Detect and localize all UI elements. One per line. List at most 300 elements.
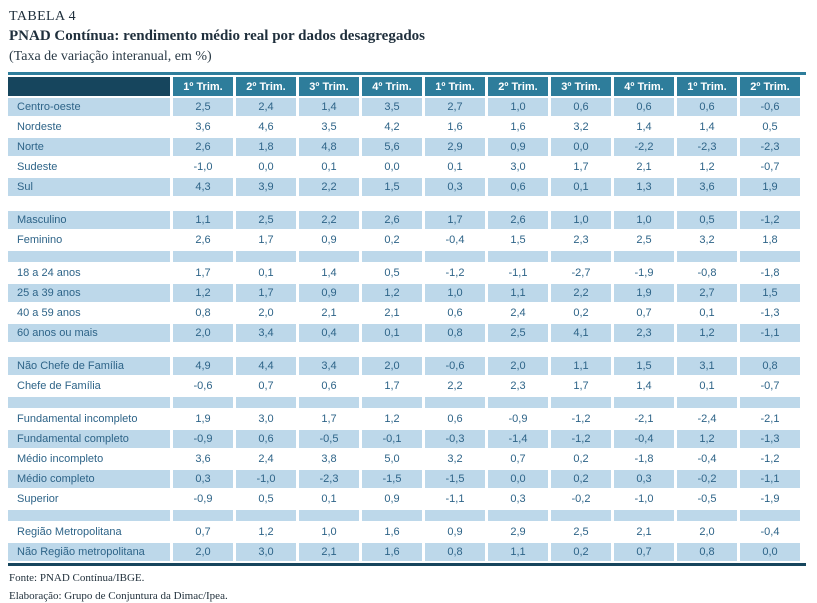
value-cell: 1,6 bbox=[488, 118, 548, 136]
value-cell: 2,3 bbox=[614, 324, 674, 342]
value-cell: 1,4 bbox=[299, 98, 359, 116]
value-cell: 0,3 bbox=[488, 490, 548, 508]
value-cell: 0,1 bbox=[677, 304, 737, 322]
row-label: Sudeste bbox=[8, 158, 170, 176]
spacer-cell bbox=[488, 397, 548, 408]
column-header: 2º Trim. bbox=[236, 77, 296, 96]
value-cell: 0,8 bbox=[677, 543, 737, 561]
value-cell: 2,6 bbox=[173, 138, 233, 156]
spacer-cell bbox=[8, 510, 170, 521]
column-header: 2º Trim. bbox=[740, 77, 800, 96]
value-cell: 3,0 bbox=[488, 158, 548, 176]
value-cell: 1,9 bbox=[740, 178, 800, 196]
value-cell: 2,5 bbox=[173, 98, 233, 116]
value-cell: -0,7 bbox=[740, 377, 800, 395]
footer-source: Fonte: PNAD Contínua/IBGE. bbox=[9, 572, 145, 584]
spacer-cell bbox=[740, 198, 800, 209]
value-cell: 1,4 bbox=[614, 118, 674, 136]
value-cell: 1,9 bbox=[614, 284, 674, 302]
column-header: 1º Trim. bbox=[425, 77, 485, 96]
table-row bbox=[8, 543, 800, 561]
table-title: PNAD Contínua: rendimento médio real por dados desagregados bbox=[9, 28, 426, 44]
spacer-cell bbox=[362, 397, 422, 408]
group-spacer-row bbox=[8, 397, 800, 408]
table-row bbox=[8, 211, 800, 229]
value-cell: -0,9 bbox=[173, 490, 233, 508]
value-cell: 0,7 bbox=[614, 543, 674, 561]
row-label: Nordeste bbox=[8, 118, 170, 136]
value-cell: 2,0 bbox=[488, 357, 548, 375]
spacer-cell bbox=[425, 510, 485, 521]
value-cell: 0,6 bbox=[236, 430, 296, 448]
column-header: 4º Trim. bbox=[362, 77, 422, 96]
value-cell: 2,2 bbox=[299, 178, 359, 196]
value-cell: 1,6 bbox=[362, 523, 422, 541]
value-cell: 0,3 bbox=[614, 470, 674, 488]
column-header: 3º Trim. bbox=[551, 77, 611, 96]
spacer-cell bbox=[299, 251, 359, 262]
value-cell: 2,4 bbox=[488, 304, 548, 322]
value-cell: 0,0 bbox=[740, 543, 800, 561]
value-cell: 1,9 bbox=[173, 410, 233, 428]
spacer-cell bbox=[173, 198, 233, 209]
value-cell: 1,7 bbox=[425, 211, 485, 229]
value-cell: 0,8 bbox=[740, 357, 800, 375]
value-cell: -0,2 bbox=[677, 470, 737, 488]
spacer-cell bbox=[740, 344, 800, 355]
value-cell: 2,7 bbox=[677, 284, 737, 302]
table-note: (Taxa de variação interanual, em %) bbox=[9, 49, 212, 64]
spacer-cell bbox=[614, 510, 674, 521]
table-row bbox=[8, 304, 800, 322]
spacer-cell bbox=[236, 251, 296, 262]
value-cell: 1,0 bbox=[488, 98, 548, 116]
row-label: Masculino bbox=[8, 211, 170, 229]
value-cell: 3,2 bbox=[551, 118, 611, 136]
spacer-cell bbox=[614, 251, 674, 262]
spacer-cell bbox=[677, 397, 737, 408]
value-cell: -0,9 bbox=[173, 430, 233, 448]
value-cell: 5,0 bbox=[362, 450, 422, 468]
value-cell: 2,1 bbox=[299, 543, 359, 561]
value-cell: -0,4 bbox=[677, 450, 737, 468]
spacer-cell bbox=[173, 344, 233, 355]
value-cell: -0,6 bbox=[425, 357, 485, 375]
value-cell: 0,7 bbox=[173, 523, 233, 541]
value-cell: 2,2 bbox=[551, 284, 611, 302]
value-cell: 1,3 bbox=[614, 178, 674, 196]
column-header: 2º Trim. bbox=[488, 77, 548, 96]
row-label: Médio incompleto bbox=[8, 450, 170, 468]
value-cell: -0,2 bbox=[551, 490, 611, 508]
row-label: Sul bbox=[8, 178, 170, 196]
value-cell: 2,4 bbox=[236, 98, 296, 116]
value-cell: 1,8 bbox=[236, 138, 296, 156]
spacer-cell bbox=[677, 198, 737, 209]
spacer-cell bbox=[614, 198, 674, 209]
value-cell: 2,3 bbox=[488, 377, 548, 395]
spacer-cell bbox=[8, 251, 170, 262]
value-cell: -1,2 bbox=[551, 430, 611, 448]
spacer-cell bbox=[488, 510, 548, 521]
value-cell: 1,2 bbox=[362, 410, 422, 428]
value-cell: 0,2 bbox=[551, 450, 611, 468]
value-cell: -1,2 bbox=[740, 211, 800, 229]
row-label: Centro-oeste bbox=[8, 98, 170, 116]
value-cell: -0,5 bbox=[677, 490, 737, 508]
value-cell: 0,2 bbox=[551, 470, 611, 488]
value-cell: 1,6 bbox=[425, 118, 485, 136]
table-row bbox=[8, 410, 800, 428]
spacer-cell bbox=[551, 510, 611, 521]
value-cell: 1,4 bbox=[299, 264, 359, 282]
table-row bbox=[8, 523, 800, 541]
spacer-cell bbox=[236, 397, 296, 408]
table-row bbox=[8, 490, 800, 508]
value-cell: 4,2 bbox=[362, 118, 422, 136]
spacer-cell bbox=[299, 344, 359, 355]
value-cell: 2,1 bbox=[299, 304, 359, 322]
corner-cell bbox=[8, 77, 170, 96]
value-cell: 2,4 bbox=[236, 450, 296, 468]
spacer-cell bbox=[551, 251, 611, 262]
value-cell: 1,0 bbox=[614, 211, 674, 229]
value-cell: 0,0 bbox=[362, 158, 422, 176]
spacer-cell bbox=[362, 510, 422, 521]
value-cell: 4,1 bbox=[551, 324, 611, 342]
value-cell: 2,0 bbox=[677, 523, 737, 541]
value-cell: 0,1 bbox=[236, 264, 296, 282]
value-cell: 0,1 bbox=[677, 377, 737, 395]
value-cell: 2,3 bbox=[551, 231, 611, 249]
value-cell: 3,9 bbox=[236, 178, 296, 196]
group-spacer-row bbox=[8, 198, 800, 209]
value-cell: 0,0 bbox=[488, 470, 548, 488]
table-row bbox=[8, 158, 800, 176]
value-cell: 5,6 bbox=[362, 138, 422, 156]
row-label: Fundamental completo bbox=[8, 430, 170, 448]
value-cell: 0,6 bbox=[614, 98, 674, 116]
value-cell: 1,5 bbox=[740, 284, 800, 302]
row-label: Não Região metropolitana bbox=[8, 543, 170, 561]
value-cell: -1,1 bbox=[488, 264, 548, 282]
value-cell: -1,0 bbox=[236, 470, 296, 488]
column-header-row bbox=[8, 77, 800, 96]
spacer-cell bbox=[740, 510, 800, 521]
table-row bbox=[8, 377, 800, 395]
spacer-cell bbox=[173, 251, 233, 262]
value-cell: 2,1 bbox=[614, 158, 674, 176]
spacer-cell bbox=[488, 251, 548, 262]
value-cell: 3,6 bbox=[677, 178, 737, 196]
spacer-cell bbox=[614, 397, 674, 408]
spacer-cell bbox=[425, 251, 485, 262]
value-cell: -2,3 bbox=[299, 470, 359, 488]
value-cell: -0,8 bbox=[677, 264, 737, 282]
spacer-cell bbox=[614, 344, 674, 355]
value-cell: 2,5 bbox=[488, 324, 548, 342]
value-cell: 1,1 bbox=[173, 211, 233, 229]
value-cell: 1,4 bbox=[614, 377, 674, 395]
value-cell: -1,8 bbox=[740, 264, 800, 282]
value-cell: -0,4 bbox=[740, 523, 800, 541]
value-cell: 0,9 bbox=[488, 138, 548, 156]
value-cell: -1,4 bbox=[488, 430, 548, 448]
value-cell: -0,4 bbox=[614, 430, 674, 448]
value-cell: -1,0 bbox=[614, 490, 674, 508]
value-cell: 2,2 bbox=[425, 377, 485, 395]
spacer-cell bbox=[299, 397, 359, 408]
spacer-cell bbox=[362, 344, 422, 355]
value-cell: 4,3 bbox=[173, 178, 233, 196]
spacer-cell bbox=[299, 198, 359, 209]
value-cell: 2,0 bbox=[236, 304, 296, 322]
value-cell: 0,9 bbox=[425, 523, 485, 541]
value-cell: 1,5 bbox=[614, 357, 674, 375]
value-cell: 0,8 bbox=[173, 304, 233, 322]
value-cell: -1,2 bbox=[740, 450, 800, 468]
row-label: 40 a 59 anos bbox=[8, 304, 170, 322]
value-cell: 2,7 bbox=[425, 98, 485, 116]
row-label: 60 anos ou mais bbox=[8, 324, 170, 342]
value-cell: 3,6 bbox=[173, 118, 233, 136]
value-cell: 4,8 bbox=[299, 138, 359, 156]
value-cell: 3,4 bbox=[299, 357, 359, 375]
value-cell: 1,7 bbox=[551, 377, 611, 395]
value-cell: 0,8 bbox=[425, 324, 485, 342]
value-cell: 1,7 bbox=[362, 377, 422, 395]
value-cell: -2,1 bbox=[740, 410, 800, 428]
value-cell: 3,8 bbox=[299, 450, 359, 468]
value-cell: 2,0 bbox=[173, 543, 233, 561]
value-cell: 1,7 bbox=[236, 284, 296, 302]
row-label: Não Chefe de Família bbox=[8, 357, 170, 375]
table-row bbox=[8, 231, 800, 249]
value-cell: -0,9 bbox=[488, 410, 548, 428]
spacer-cell bbox=[8, 198, 170, 209]
row-label: Chefe de Família bbox=[8, 377, 170, 395]
spacer-cell bbox=[488, 344, 548, 355]
value-cell: -2,7 bbox=[551, 264, 611, 282]
value-cell: 3,5 bbox=[362, 98, 422, 116]
value-cell: 0,0 bbox=[551, 138, 611, 156]
value-cell: -1,8 bbox=[614, 450, 674, 468]
value-cell: 4,9 bbox=[173, 357, 233, 375]
table-row bbox=[8, 178, 800, 196]
value-cell: 2,0 bbox=[173, 324, 233, 342]
row-label: Superior bbox=[8, 490, 170, 508]
value-cell: 0,5 bbox=[236, 490, 296, 508]
value-cell: 0,9 bbox=[362, 490, 422, 508]
group-spacer-row bbox=[8, 344, 800, 355]
value-cell: -0,1 bbox=[362, 430, 422, 448]
value-cell: 0,1 bbox=[299, 158, 359, 176]
value-cell: -1,2 bbox=[551, 410, 611, 428]
value-cell: 1,8 bbox=[740, 231, 800, 249]
spacer-cell bbox=[8, 397, 170, 408]
spacer-cell bbox=[425, 198, 485, 209]
value-cell: 1,2 bbox=[236, 523, 296, 541]
value-cell: -2,4 bbox=[677, 410, 737, 428]
spacer-cell bbox=[362, 251, 422, 262]
value-cell: -1,1 bbox=[740, 324, 800, 342]
data-table bbox=[5, 75, 803, 563]
value-cell: 0,6 bbox=[488, 178, 548, 196]
spacer-cell bbox=[236, 510, 296, 521]
group-spacer-row bbox=[8, 251, 800, 262]
value-cell: -1,3 bbox=[740, 304, 800, 322]
spacer-cell bbox=[173, 397, 233, 408]
value-cell: 1,7 bbox=[299, 410, 359, 428]
row-label: Região Metropolitana bbox=[8, 523, 170, 541]
value-cell: -1,2 bbox=[425, 264, 485, 282]
value-cell: 2,6 bbox=[362, 211, 422, 229]
value-cell: 0,0 bbox=[236, 158, 296, 176]
value-cell: 1,0 bbox=[551, 211, 611, 229]
value-cell: -2,3 bbox=[740, 138, 800, 156]
value-cell: -1,9 bbox=[740, 490, 800, 508]
value-cell: -0,3 bbox=[425, 430, 485, 448]
spacer-cell bbox=[677, 510, 737, 521]
value-cell: -1,1 bbox=[740, 470, 800, 488]
spacer-cell bbox=[236, 198, 296, 209]
spacer-cell bbox=[551, 397, 611, 408]
value-cell: 3,2 bbox=[677, 231, 737, 249]
value-cell: -1,0 bbox=[173, 158, 233, 176]
row-label: Feminino bbox=[8, 231, 170, 249]
value-cell: 0,5 bbox=[677, 211, 737, 229]
value-cell: 2,1 bbox=[362, 304, 422, 322]
data-table-wrap bbox=[8, 72, 806, 566]
value-cell: 1,2 bbox=[677, 158, 737, 176]
table-row bbox=[8, 430, 800, 448]
value-cell: 0,7 bbox=[236, 377, 296, 395]
spacer-cell bbox=[740, 251, 800, 262]
spacer-cell bbox=[488, 198, 548, 209]
value-cell: 3,0 bbox=[236, 410, 296, 428]
row-label: Médio completo bbox=[8, 470, 170, 488]
value-cell: 0,3 bbox=[173, 470, 233, 488]
table-row bbox=[8, 324, 800, 342]
spacer-cell bbox=[677, 251, 737, 262]
value-cell: 3,4 bbox=[236, 324, 296, 342]
row-label: Norte bbox=[8, 138, 170, 156]
value-cell: 3,6 bbox=[173, 450, 233, 468]
table-row bbox=[8, 357, 800, 375]
value-cell: 0,8 bbox=[425, 543, 485, 561]
table-row bbox=[8, 450, 800, 468]
value-cell: 0,1 bbox=[425, 158, 485, 176]
table-row bbox=[8, 138, 800, 156]
value-cell: 1,1 bbox=[488, 284, 548, 302]
value-cell: 0,6 bbox=[299, 377, 359, 395]
value-cell: 3,0 bbox=[236, 543, 296, 561]
column-header: 1º Trim. bbox=[173, 77, 233, 96]
value-cell: 0,6 bbox=[551, 98, 611, 116]
column-header: 1º Trim. bbox=[677, 77, 737, 96]
value-cell: 2,5 bbox=[236, 211, 296, 229]
value-cell: 1,7 bbox=[236, 231, 296, 249]
footer-elaboration: Elaboração: Grupo de Conjuntura da Dimac/Ipea. bbox=[9, 590, 228, 602]
column-header: 3º Trim. bbox=[299, 77, 359, 96]
value-cell: 0,2 bbox=[551, 543, 611, 561]
value-cell: 1,6 bbox=[362, 543, 422, 561]
value-cell: 0,1 bbox=[362, 324, 422, 342]
value-cell: 2,5 bbox=[551, 523, 611, 541]
table-row bbox=[8, 264, 800, 282]
spacer-cell bbox=[425, 397, 485, 408]
value-cell: 3,5 bbox=[299, 118, 359, 136]
value-cell: 1,0 bbox=[425, 284, 485, 302]
table-row bbox=[8, 470, 800, 488]
value-cell: 4,4 bbox=[236, 357, 296, 375]
value-cell: 0,2 bbox=[362, 231, 422, 249]
value-cell: 4,6 bbox=[236, 118, 296, 136]
value-cell: -0,5 bbox=[299, 430, 359, 448]
spacer-cell bbox=[740, 397, 800, 408]
row-label: Fundamental incompleto bbox=[8, 410, 170, 428]
value-cell: -0,4 bbox=[425, 231, 485, 249]
spacer-cell bbox=[551, 198, 611, 209]
value-cell: -2,3 bbox=[677, 138, 737, 156]
spacer-cell bbox=[551, 344, 611, 355]
table-row bbox=[8, 118, 800, 136]
value-cell: -1,1 bbox=[425, 490, 485, 508]
value-cell: 2,6 bbox=[488, 211, 548, 229]
value-cell: 0,5 bbox=[362, 264, 422, 282]
spacer-cell bbox=[299, 510, 359, 521]
value-cell: 1,2 bbox=[677, 430, 737, 448]
value-cell: -0,7 bbox=[740, 158, 800, 176]
value-cell: 1,4 bbox=[677, 118, 737, 136]
spacer-cell bbox=[173, 510, 233, 521]
value-cell: -1,5 bbox=[362, 470, 422, 488]
value-cell: 0,4 bbox=[299, 324, 359, 342]
row-label: 25 a 39 anos bbox=[8, 284, 170, 302]
value-cell: 3,2 bbox=[425, 450, 485, 468]
value-cell: 0,9 bbox=[299, 231, 359, 249]
value-cell: 0,6 bbox=[425, 410, 485, 428]
value-cell: -0,6 bbox=[173, 377, 233, 395]
value-cell: 2,9 bbox=[488, 523, 548, 541]
spacer-cell bbox=[236, 344, 296, 355]
value-cell: 0,6 bbox=[425, 304, 485, 322]
value-cell: 0,6 bbox=[677, 98, 737, 116]
value-cell: 2,5 bbox=[614, 231, 674, 249]
value-cell: 1,0 bbox=[299, 523, 359, 541]
value-cell: 0,1 bbox=[299, 490, 359, 508]
group-spacer-row bbox=[8, 510, 800, 521]
value-cell: -1,5 bbox=[425, 470, 485, 488]
value-cell: 1,5 bbox=[488, 231, 548, 249]
value-cell: 2,1 bbox=[614, 523, 674, 541]
value-cell: 1,1 bbox=[551, 357, 611, 375]
row-label: 18 a 24 anos bbox=[8, 264, 170, 282]
value-cell: -1,3 bbox=[740, 430, 800, 448]
spacer-cell bbox=[425, 344, 485, 355]
spacer-cell bbox=[8, 344, 170, 355]
value-cell: 0,5 bbox=[740, 118, 800, 136]
value-cell: -2,1 bbox=[614, 410, 674, 428]
value-cell: 0,2 bbox=[551, 304, 611, 322]
value-cell: -0,6 bbox=[740, 98, 800, 116]
value-cell: 0,7 bbox=[614, 304, 674, 322]
value-cell: 1,7 bbox=[551, 158, 611, 176]
table-row bbox=[8, 98, 800, 116]
value-cell: -2,2 bbox=[614, 138, 674, 156]
value-cell: 1,2 bbox=[173, 284, 233, 302]
value-cell: 1,2 bbox=[362, 284, 422, 302]
